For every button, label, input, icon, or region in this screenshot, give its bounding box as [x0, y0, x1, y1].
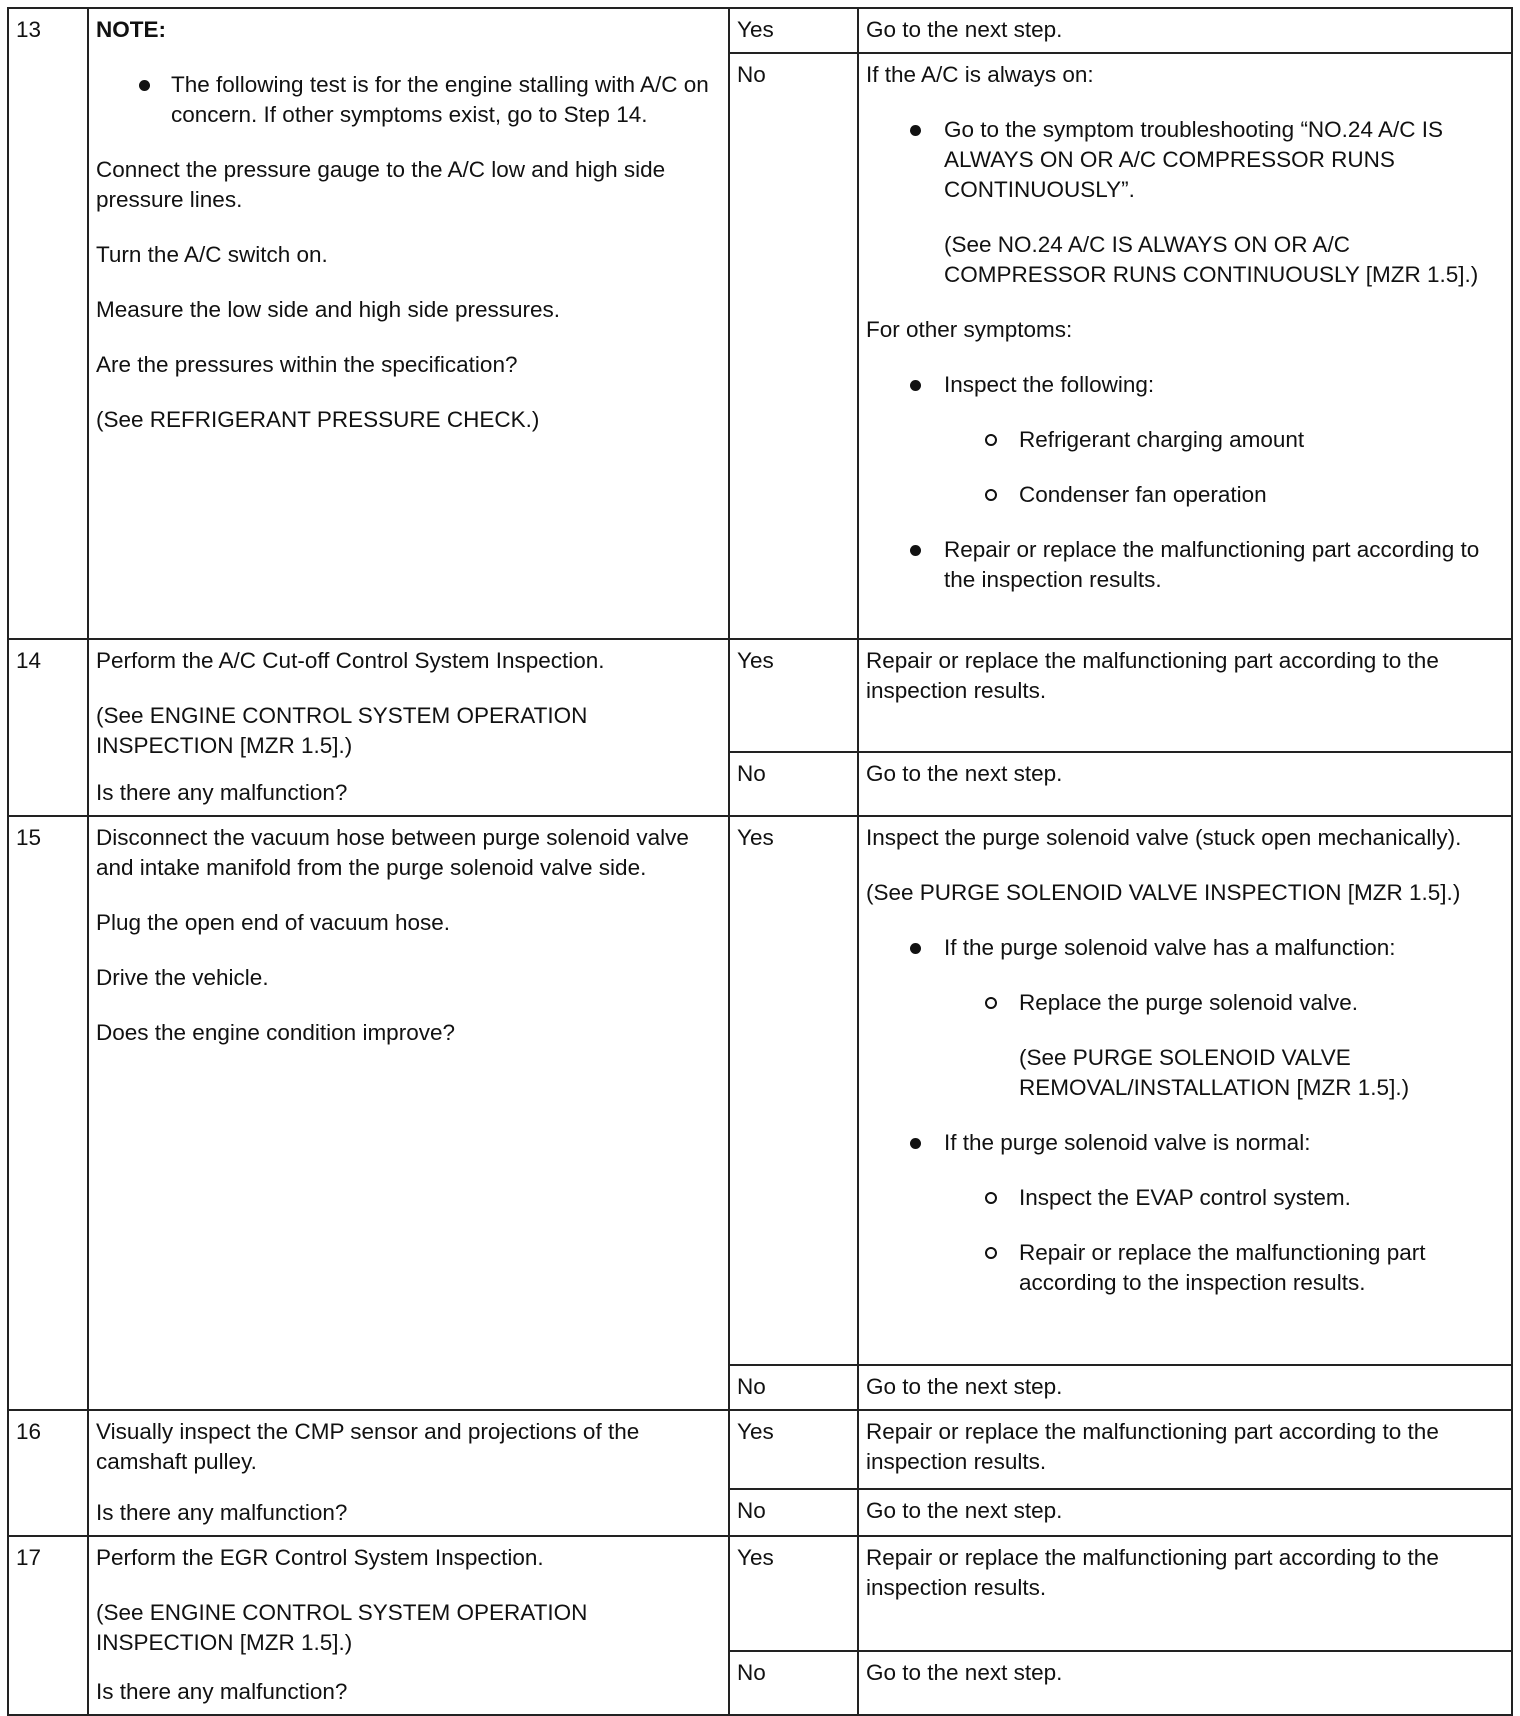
answer-yes: Yes	[729, 8, 858, 53]
result-text: Repair or replace the malfunctioning part according to the inspection results.	[858, 639, 1512, 752]
list-item	[866, 1183, 1504, 1213]
instruction-text: Measure the low side and high side pressures.	[96, 297, 561, 322]
circle-bullet-icon	[985, 434, 997, 446]
step-action	[88, 816, 729, 1410]
list-item-text: Replace the purge solenoid valve.	[1019, 990, 1358, 1015]
bullet-icon	[910, 1138, 921, 1149]
answer-yes: Yes	[729, 816, 858, 1365]
reference-text: (See PURGE SOLENOID VALVE INSPECTION [MZR 1.5].)	[866, 880, 1461, 905]
list-item-text: Go to the symptom troubleshooting “NO.24 A/C IS ALWAYS ON OR A/C COMPRESSOR RUNS CONTINUOUSLY”.	[944, 117, 1443, 202]
list-item-text: Inspect the EVAP control system.	[1019, 1185, 1351, 1210]
instruction-text: Perform the A/C Cut-off Control System Inspection.	[96, 648, 605, 673]
list-item-text: Inspect the following:	[944, 372, 1155, 397]
list-item	[866, 1238, 1504, 1298]
reference-text: (See ENGINE CONTROL SYSTEM OPERATION INSPECTION [MZR 1.5].)	[96, 1600, 588, 1655]
bullet-icon	[910, 125, 921, 136]
instruction-text: Plug the open end of vacuum hose.	[96, 910, 451, 935]
bullet-icon	[910, 545, 921, 556]
answer-no: No	[729, 1489, 858, 1536]
instruction-text: Perform the EGR Control System Inspection.	[96, 1545, 544, 1570]
list-item-text: Condenser fan operation	[1019, 482, 1267, 507]
question-text: Is there any malfunction?	[96, 1679, 348, 1704]
result-text: Repair or replace the malfunctioning part according to the inspection results.	[858, 1410, 1512, 1489]
reference-text: (See REFRIGERANT PRESSURE CHECK.)	[96, 407, 540, 432]
instruction-text: Disconnect the vacuum hose between purge solenoid valve and intake manifold from the purge solenoid valve side.	[96, 825, 689, 880]
bullet-icon	[910, 380, 921, 391]
result-text: Go to the next step.	[858, 752, 1512, 816]
list-item	[96, 70, 721, 130]
result-text: Repair or replace the malfunctioning part according to the inspection results.	[858, 1536, 1512, 1651]
circle-bullet-icon	[985, 997, 997, 1009]
result-text: Go to the next step.	[858, 8, 1512, 53]
troubleshooting-document	[7, 7, 1513, 1716]
answer-yes: Yes	[729, 1536, 858, 1651]
result-text: Go to the next step.	[858, 1489, 1512, 1536]
list-item-text: Repair or replace the malfunctioning part according to the inspection results.	[1019, 1240, 1426, 1295]
step-number: 13	[8, 8, 88, 639]
table-row	[8, 816, 1512, 1365]
step-number: 14	[8, 639, 88, 816]
question-text: Does the engine condition improve?	[96, 1020, 455, 1045]
question-text: Are the pressures within the specification?	[96, 352, 518, 377]
list-item	[866, 535, 1504, 595]
list-item	[866, 370, 1504, 400]
result-text: Inspect the purge solenoid valve (stuck open mechanically).	[866, 825, 1462, 850]
answer-no: No	[729, 53, 858, 639]
instruction-text: Visually inspect the CMP sensor and projections of the camshaft pulley.	[96, 1419, 640, 1474]
result-text: Go to the next step.	[858, 1365, 1512, 1410]
table-row	[8, 639, 1512, 752]
table-row	[8, 1410, 1512, 1489]
list-item-text: If the purge solenoid valve is normal:	[944, 1130, 1311, 1155]
circle-bullet-icon	[985, 489, 997, 501]
troubleshooting-table	[7, 7, 1513, 1716]
result-text: Go to the next step.	[858, 1651, 1512, 1715]
reference-text: (See PURGE SOLENOID VALVE REMOVAL/INSTALLATION [MZR 1.5].)	[1019, 1045, 1410, 1100]
list-item-text: Repair or replace the malfunctioning part according to the inspection results.	[944, 537, 1480, 592]
list-item	[866, 425, 1504, 455]
result-detail	[858, 816, 1512, 1365]
answer-no: No	[729, 1651, 858, 1715]
circle-bullet-icon	[985, 1192, 997, 1204]
instruction-text: Connect the pressure gauge to the A/C low and high side pressure lines.	[96, 157, 666, 212]
bullet-icon	[910, 943, 921, 954]
instruction-text: Turn the A/C switch on.	[96, 242, 328, 267]
answer-no: No	[729, 1365, 858, 1410]
question-text: Is there any malfunction?	[96, 1500, 348, 1525]
result-list	[866, 115, 1504, 290]
instruction-text: Drive the vehicle.	[96, 965, 269, 990]
list-item-text: Refrigerant charging amount	[1019, 427, 1305, 452]
list-item	[866, 933, 1504, 963]
note-label: NOTE:	[96, 17, 166, 42]
list-item	[866, 115, 1504, 290]
list-item	[866, 988, 1504, 1103]
note-text: The following test is for the engine stalling with A/C on concern. If other symptoms exist, go to Step 14.	[171, 72, 709, 127]
reference-text: (See ENGINE CONTROL SYSTEM OPERATION INSPECTION [MZR 1.5].)	[96, 703, 588, 758]
answer-yes: Yes	[729, 639, 858, 752]
list-item	[866, 480, 1504, 510]
reference-text: (See NO.24 A/C IS ALWAYS ON OR A/C COMPRESSOR RUNS CONTINUOUSLY [MZR 1.5].)	[944, 232, 1479, 287]
result-text: If the A/C is always on:	[866, 62, 1094, 87]
result-list	[866, 370, 1504, 595]
step-number: 15	[8, 816, 88, 1410]
question-text: Is there any malfunction?	[96, 780, 348, 805]
result-detail	[858, 53, 1512, 639]
table-row	[8, 1536, 1512, 1651]
bullet-icon	[139, 80, 150, 91]
list-item-text: If the purge solenoid valve has a malfunction:	[944, 935, 1396, 960]
list-item	[866, 1128, 1504, 1158]
step-action	[88, 8, 729, 639]
step-action	[88, 1410, 729, 1536]
table-row	[8, 8, 1512, 53]
step-action	[88, 1536, 729, 1715]
step-number: 17	[8, 1536, 88, 1715]
answer-yes: Yes	[729, 1410, 858, 1489]
step-number: 16	[8, 1410, 88, 1536]
answer-no: No	[729, 752, 858, 816]
result-text: For other symptoms:	[866, 317, 1073, 342]
step-action	[88, 639, 729, 816]
result-list	[866, 933, 1504, 1298]
circle-bullet-icon	[985, 1247, 997, 1259]
